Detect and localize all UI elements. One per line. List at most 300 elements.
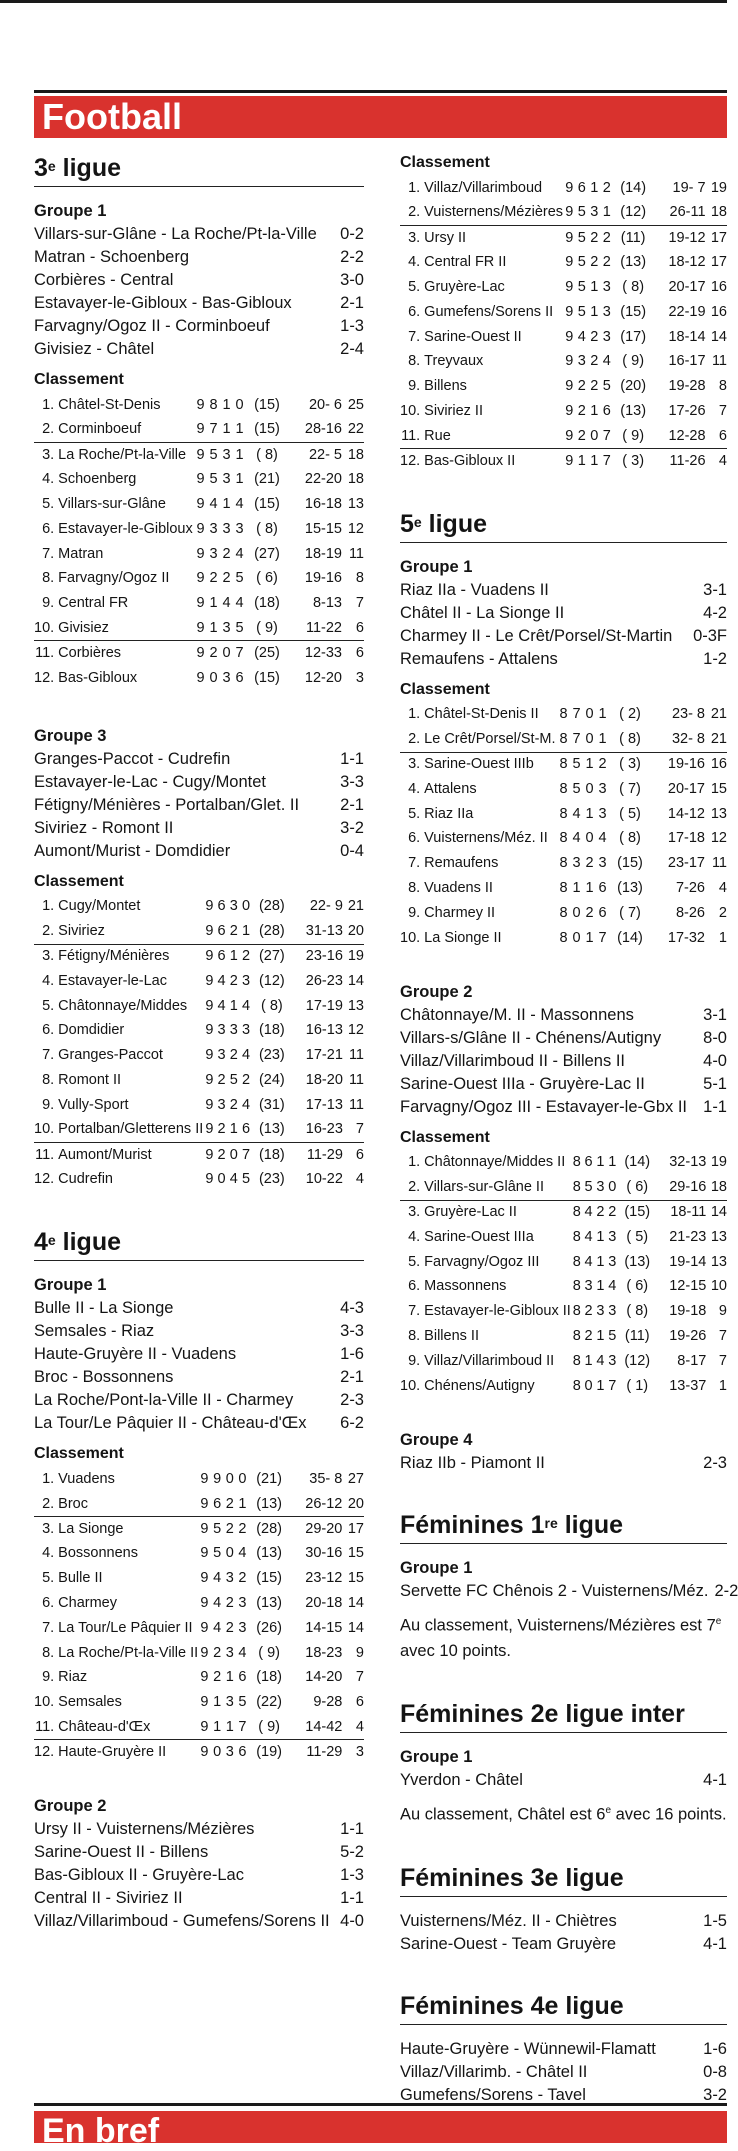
penalty-points: (23) — [258, 1047, 285, 1064]
drawn: 0 — [585, 706, 594, 723]
standings-row — [34, 517, 364, 542]
points: 21 — [347, 898, 364, 915]
match-score: 1-5 — [703, 1911, 727, 1930]
section-rule — [34, 2103, 727, 2106]
lost: 0 — [241, 898, 251, 915]
goals: 20-18 — [305, 1595, 343, 1611]
lost: 6 — [598, 880, 607, 897]
won: 6 — [217, 898, 226, 915]
lost: 6 — [598, 904, 607, 921]
team-name: Villars-sur-Glâne II — [424, 1175, 571, 1200]
goals: 23-17 — [667, 855, 705, 872]
lost: 0 — [238, 1471, 247, 1488]
played: 9 — [205, 1096, 214, 1113]
points: 6 — [355, 645, 364, 662]
won: 5 — [572, 780, 581, 797]
played: 8 — [559, 756, 568, 773]
result-row — [400, 1073, 727, 1096]
result-row — [34, 1864, 364, 1887]
goals: 17-26 — [668, 403, 706, 420]
match-label: Sarine-Ouest - Team Gruyère — [400, 1934, 617, 1953]
match-label: Haute-Gruyère - Wünnewil-Flamatt — [400, 2039, 656, 2058]
points: 20 — [342, 1492, 364, 1517]
lost: 4 — [235, 595, 244, 612]
team-name: Charmey — [58, 1595, 117, 1611]
standings-row — [34, 666, 364, 691]
rank: 4. — [408, 1228, 421, 1245]
played: 8 — [559, 805, 568, 822]
rank: 11. — [35, 645, 55, 662]
played: 9 — [200, 1471, 209, 1488]
standings-row — [34, 1019, 364, 1044]
points: 7 — [355, 1669, 364, 1686]
drawn: 1 — [596, 1154, 605, 1171]
match-label: Siviriez - Romont II — [34, 818, 174, 837]
goals: 12-20 — [304, 669, 342, 686]
match-label: Vuisternens/Méz. II - Chiètres — [400, 1911, 617, 1930]
drawn: 0 — [588, 424, 600, 449]
drawn: 3 — [225, 1570, 234, 1587]
penalty-points: (25) — [254, 645, 280, 662]
points: 11 — [348, 545, 364, 562]
points: 17 — [710, 254, 727, 271]
standings-row — [400, 926, 727, 951]
played: 9 — [196, 545, 205, 562]
standings-row — [400, 1200, 727, 1225]
played: 9 — [196, 669, 205, 686]
left-column — [34, 152, 364, 1933]
rank: 5. — [408, 279, 421, 296]
lost: 6 — [238, 1669, 247, 1686]
penalty-points: ( 2) — [619, 706, 641, 723]
lost: 6 — [238, 1744, 247, 1761]
won: 0 — [572, 929, 581, 946]
goals: 29-16 — [656, 1175, 706, 1200]
match-score: 3-1 — [703, 1005, 727, 1024]
points: 21 — [710, 706, 727, 723]
played: 9 — [565, 229, 574, 246]
drawn: 3 — [220, 616, 233, 641]
standings-row — [400, 1175, 727, 1200]
won: 6 — [211, 1492, 224, 1517]
won: 2 — [213, 1669, 222, 1686]
penalty-points: ( 9) — [258, 1644, 280, 1661]
result-row — [34, 1389, 364, 1412]
standings-row — [400, 1349, 727, 1374]
results-list — [34, 1818, 364, 1933]
rank: 10. — [34, 616, 58, 641]
points: 15 — [710, 780, 727, 797]
standings-row — [400, 176, 727, 201]
drawn: 3 — [225, 1744, 234, 1761]
drawn: 4 — [222, 595, 231, 612]
standings-row — [400, 1275, 727, 1300]
team-name: La Roche/Pt-la-Ville — [58, 446, 187, 463]
result-row — [400, 1004, 727, 1027]
drawn: 1 — [220, 418, 233, 443]
drawn: 5 — [229, 1072, 238, 1089]
points: 13 — [347, 496, 364, 513]
team-name: Matran — [58, 545, 104, 562]
points: 13 — [710, 1228, 727, 1245]
goals: 20-17 — [667, 780, 705, 797]
standings-table — [34, 393, 364, 691]
team-name: Broc — [58, 1492, 198, 1517]
standings-row — [400, 300, 727, 325]
drawn: 3 — [229, 1022, 238, 1039]
points: 25 — [347, 396, 364, 413]
lost: 4 — [235, 496, 244, 513]
team-name: Chénens/Autigny — [424, 1377, 535, 1394]
standings-row — [400, 752, 727, 777]
played: 9 — [565, 254, 574, 271]
standings-row — [34, 443, 364, 468]
standings-row — [400, 727, 727, 752]
played: 9 — [565, 378, 574, 395]
group-title: Groupe 1 — [34, 202, 107, 220]
won: 4 — [584, 1204, 593, 1221]
team-name: Cudrefin — [58, 1171, 113, 1188]
won: 5 — [577, 303, 586, 320]
played: 8 — [559, 706, 568, 723]
lost: 3 — [241, 972, 251, 989]
drawn: 3 — [588, 201, 600, 226]
standings-row — [34, 1715, 364, 1740]
drawn: 1 — [590, 403, 599, 420]
lost: 4 — [608, 1278, 617, 1295]
played: 9 — [205, 972, 214, 989]
goals: 19-26 — [669, 1328, 707, 1344]
result-row — [34, 223, 364, 246]
result-row — [34, 1343, 364, 1366]
penalty-points: (18) — [258, 1146, 285, 1163]
drawn: 0 — [225, 1471, 234, 1488]
played: 9 — [205, 948, 214, 965]
rank: 1. — [408, 1154, 421, 1171]
played: 9 — [196, 396, 205, 413]
drawn: 3 — [222, 520, 231, 537]
match-label: Estavayer-le-Lac - Cugy/Montet — [34, 772, 267, 791]
points: 19 — [710, 1154, 727, 1171]
match-score: 1-1 — [340, 749, 364, 768]
match-label: Granges-Paccot - Cudrefin — [34, 749, 231, 768]
group-title: Groupe 2 — [34, 1796, 107, 1815]
match-score: 1-1 — [340, 1819, 364, 1838]
penalty-points: (27) — [254, 545, 280, 562]
standings-row — [34, 641, 364, 666]
result-row — [34, 292, 364, 315]
result-row — [34, 1297, 364, 1320]
lost: 7 — [236, 1715, 249, 1740]
team-name: Haute-Gruyère II — [58, 1744, 167, 1761]
match-label: Villaz/Villarimboud II - Billens II — [400, 1051, 625, 1070]
result-row — [34, 1412, 364, 1435]
lost: 3 — [602, 279, 611, 296]
standings-row — [400, 1324, 727, 1349]
penalty-points: (17) — [620, 328, 647, 345]
rank: 4. — [42, 471, 55, 488]
lost: 1 — [608, 1154, 617, 1171]
drawn: 1 — [590, 303, 599, 320]
team-name: Billens — [424, 378, 467, 395]
match-score: 3-0 — [340, 271, 364, 289]
points: 7 — [343, 1118, 364, 1143]
league-5-heading: 5e ligue — [400, 508, 727, 543]
standings-row — [34, 616, 364, 641]
played: 8 — [572, 1377, 581, 1394]
rank: 5. — [408, 1253, 421, 1270]
won: 2 — [584, 1328, 593, 1344]
team-name: Rue — [424, 424, 563, 449]
rank: 9. — [42, 595, 55, 612]
rank: 2. — [400, 727, 424, 752]
drawn: 1 — [585, 929, 594, 946]
match-score: 3-1 — [703, 580, 727, 599]
lost: 2 — [608, 1204, 617, 1221]
penalty-points: ( 3) — [622, 452, 645, 469]
rank: 10. — [34, 1694, 55, 1711]
match-score: 2-3 — [340, 1391, 364, 1410]
drawn: 2 — [222, 570, 231, 587]
match-score: 3-3 — [340, 1322, 364, 1341]
match-score: 2-1 — [340, 795, 364, 814]
lost: 3 — [608, 1303, 617, 1320]
section-title-football: Football — [34, 96, 727, 138]
team-name: Treyvaux — [424, 353, 484, 370]
points: 16 — [710, 279, 727, 296]
points: 14 — [347, 972, 364, 989]
penalty-points: ( 9) — [249, 1715, 290, 1740]
lost: 2 — [602, 229, 611, 246]
rank: 7. — [408, 855, 421, 872]
goals: 14-42 — [290, 1715, 343, 1740]
penalty-points: ( 8) — [256, 520, 278, 537]
penalty-points: (13) — [252, 1118, 291, 1143]
goals: 19-18 — [669, 1303, 707, 1320]
points: 12 — [347, 520, 364, 537]
match-label: La Tour/Le Pâquier II - Château-d'Œx — [34, 1414, 307, 1433]
match-score: 6-2 — [340, 1414, 364, 1433]
played: 8 — [572, 1303, 581, 1320]
points: 18 — [706, 201, 727, 226]
drawn: 2 — [585, 904, 594, 921]
team-name: Central FR II — [424, 254, 507, 271]
goals: 16-18 — [304, 496, 342, 513]
section-rule — [34, 90, 727, 93]
won: 5 — [572, 756, 581, 773]
team-name: Ursy II — [424, 229, 467, 246]
lost: 1 — [236, 1492, 249, 1517]
result-row — [34, 771, 364, 794]
rank: 12. — [34, 669, 55, 686]
team-name: Central FR — [58, 595, 129, 612]
rank: 7. — [408, 328, 421, 345]
goals: 22-19 — [668, 303, 706, 320]
rank: 1. — [408, 706, 421, 723]
standings-row — [34, 542, 364, 567]
drawn: 0 — [585, 780, 594, 797]
points: 4 — [355, 1171, 364, 1188]
results-list — [400, 1004, 727, 1119]
goals: 10-22 — [305, 1171, 343, 1188]
team-name: Sarine-Ouest II — [424, 328, 522, 345]
penalty-points: ( 8) — [622, 279, 645, 296]
match-score: 4-1 — [703, 1771, 727, 1789]
rank: 1. — [42, 396, 55, 413]
won: 3 — [577, 353, 586, 370]
result-row — [34, 817, 364, 840]
goals: 12-28 — [653, 424, 705, 449]
played: 9 — [565, 279, 574, 296]
drawn: 3 — [595, 1175, 607, 1200]
standings-row — [400, 1374, 727, 1399]
penalty-points: ( 5) — [626, 1228, 649, 1245]
points: 18 — [347, 471, 364, 488]
drawn: 1 — [590, 179, 599, 196]
goals: 23-16 — [305, 948, 343, 965]
match-label: Remaufens - Attalens — [400, 649, 558, 668]
match-score: 4-1 — [703, 1934, 727, 1953]
lost: 4 — [598, 830, 607, 847]
points: 13 — [710, 1253, 727, 1270]
drawn: 1 — [596, 1328, 605, 1344]
penalty-points: (15) — [254, 669, 280, 686]
standings-row — [34, 1093, 364, 1118]
classement-label: Classement — [400, 154, 490, 171]
standings-row — [400, 424, 727, 449]
won: 7 — [207, 418, 220, 443]
team-name: Attalens — [424, 780, 477, 797]
match-label: La Roche/Pont-la-Ville II - Charmey — [34, 1391, 294, 1410]
played: 9 — [196, 570, 205, 587]
result-row — [400, 1027, 727, 1050]
goals: 11-29 — [306, 1146, 343, 1163]
played: 9 — [205, 1146, 214, 1163]
drawn: 1 — [222, 396, 231, 413]
result-row — [400, 648, 727, 671]
penalty-points: (24) — [258, 1072, 285, 1089]
played: 9 — [196, 520, 205, 537]
result-row — [34, 315, 364, 338]
goals: 8-13 — [312, 595, 342, 612]
match-score: 3-2 — [703, 2085, 727, 2104]
penalty-points: (13) — [256, 1595, 283, 1611]
team-name: Vuisternens/Mézières — [424, 201, 563, 226]
drawn: 2 — [229, 1096, 238, 1113]
team-name: Corminboeuf — [58, 418, 194, 443]
played: 9 — [196, 496, 205, 513]
team-name: Sarine-Ouest IIIa — [424, 1228, 534, 1245]
drawn: 0 — [585, 830, 594, 847]
standings-row — [400, 250, 727, 275]
result-row — [400, 1050, 727, 1073]
goals: 22- 9 — [309, 898, 343, 915]
team-name: Aumont/Murist — [58, 1146, 152, 1163]
penalty-points: (15) — [256, 1570, 283, 1587]
played: 8 — [559, 880, 568, 897]
lost: 5 — [608, 1328, 617, 1344]
standings-row — [34, 919, 364, 944]
won: 0 — [217, 1171, 226, 1188]
standings-row — [400, 851, 727, 876]
penalty-points: ( 8) — [256, 446, 278, 463]
points: 14 — [710, 328, 727, 345]
team-name: Schoenberg — [58, 471, 137, 488]
points: 11 — [711, 353, 727, 370]
penalty-points: (31) — [258, 1096, 285, 1113]
goals: 20-17 — [668, 279, 706, 296]
standings-table — [34, 1467, 364, 1765]
drawn: 2 — [222, 545, 231, 562]
lost: 3 — [238, 1619, 247, 1636]
penalty-points: ( 1) — [626, 1377, 649, 1394]
points: 17 — [710, 229, 727, 246]
ranking-note: Au classement, Châtel est 6e avec 16 points. — [400, 1805, 727, 1824]
results-list — [400, 1452, 727, 1475]
goals: 11-26 — [669, 452, 706, 469]
standings-row — [34, 467, 364, 492]
points: 6 — [342, 616, 364, 641]
goals: 18-11 — [670, 1204, 707, 1221]
rank: 11. — [34, 1715, 58, 1740]
match-label: Riaz IIb - Piamont II — [400, 1453, 545, 1472]
lost: 4 — [241, 1096, 251, 1113]
won: 1 — [213, 1694, 222, 1711]
lost: 6 — [240, 1118, 252, 1143]
match-score: 4-0 — [340, 1911, 364, 1930]
rank: 3. — [42, 948, 55, 965]
match-label: Ursy II - Vuisternens/Mézières — [34, 1819, 255, 1838]
rank: 3. — [408, 229, 421, 246]
won: 1 — [584, 1352, 593, 1369]
classement-label: Classement — [400, 1128, 490, 1146]
lost: 3 — [608, 1228, 617, 1245]
penalty-points: (21) — [256, 1471, 283, 1488]
team-name: Farvagny/Ogoz III — [424, 1253, 540, 1270]
rank: 8. — [408, 1328, 421, 1344]
penalty-points: (21) — [254, 471, 280, 488]
standings-row — [400, 1250, 727, 1275]
lost: 2 — [241, 948, 251, 965]
penalty-points: (14) — [620, 179, 647, 196]
lost: 2 — [238, 1570, 247, 1587]
standings-row — [400, 1151, 727, 1176]
match-label: Bulle II - La Sionge — [34, 1299, 174, 1318]
played: 9 — [203, 1118, 215, 1143]
points: 11 — [348, 1047, 364, 1064]
lost: 0 — [235, 396, 244, 413]
lost: 5 — [235, 570, 244, 587]
team-name: Bas-Gibloux — [58, 669, 138, 686]
played: 8 — [559, 830, 568, 847]
won: 6 — [215, 919, 227, 944]
result-row — [400, 602, 727, 625]
lost: 1 — [233, 418, 246, 443]
goals: 21-23 — [669, 1228, 707, 1245]
points: 16 — [710, 756, 727, 773]
won: 4 — [572, 830, 581, 847]
played: 9 — [196, 446, 205, 463]
played: 9 — [205, 898, 214, 915]
team-name: Vuisternens/Méz. II — [424, 830, 548, 847]
result-row — [34, 840, 364, 863]
won: 3 — [217, 1096, 226, 1113]
drawn: 1 — [585, 880, 594, 897]
match-label: Sarine-Ouest IIIa - Gruyère-Lac II — [400, 1074, 645, 1093]
played: 9 — [196, 471, 205, 488]
standings-row — [34, 393, 364, 418]
match-score: 0-2 — [340, 225, 364, 243]
